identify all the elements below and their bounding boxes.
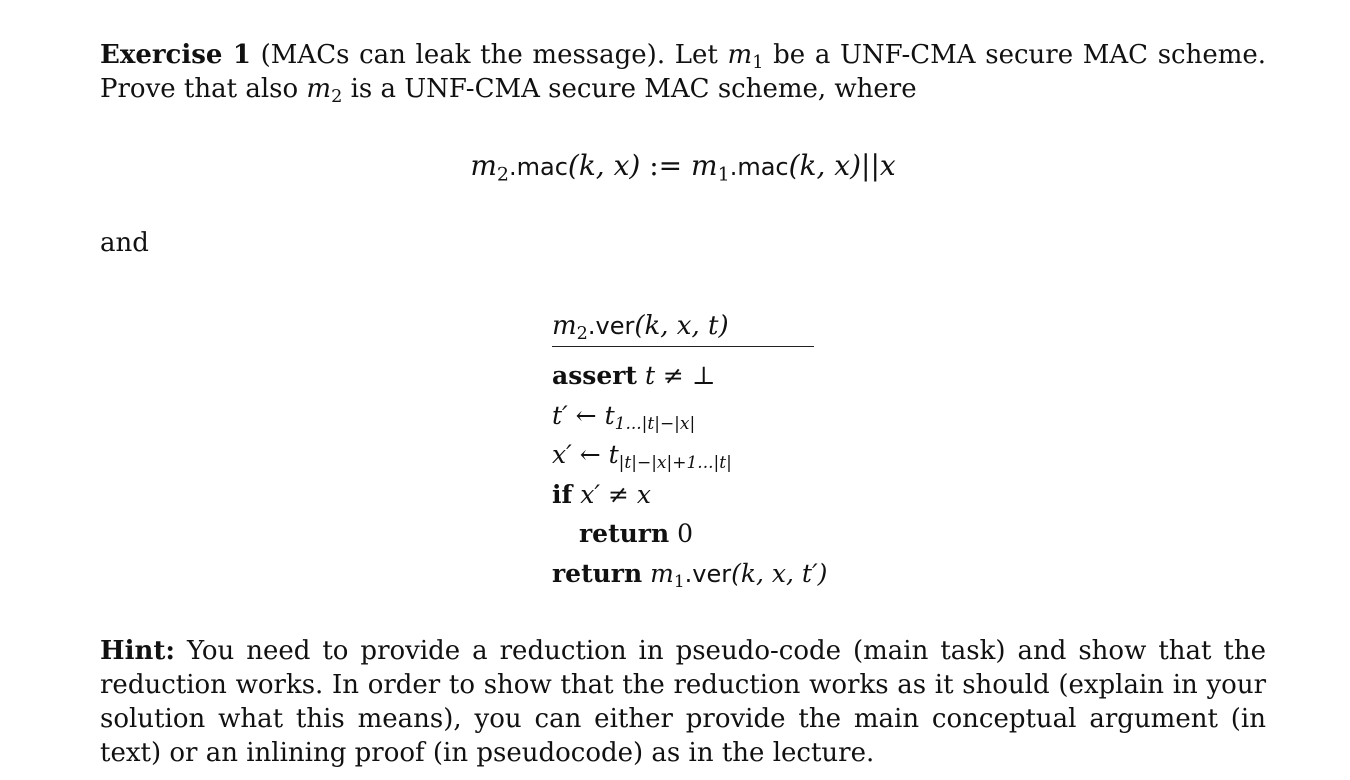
hint-paragraph — [100, 634, 1266, 770]
if-expr: x′ ≠ x — [580, 479, 651, 509]
exercise-text-3: is a UNF-CMA secure MAC scheme, where — [350, 74, 917, 104]
kw-if: if — [552, 479, 573, 509]
eq-lhs-var: m — [470, 149, 497, 182]
m1-var: m — [727, 40, 753, 70]
ver-header-sub: 2 — [576, 323, 588, 344]
code-line-return-ver — [552, 554, 828, 595]
exercise-label: Exercise 1 — [100, 40, 251, 70]
return-args: (k, x, t′) — [731, 558, 828, 588]
hint-block — [100, 634, 1266, 770]
exercise-title: (MACs can leak the message). — [260, 40, 666, 70]
exercise-page — [100, 38, 1267, 768]
hint-text: You need to provide a reduction in pseudo-code (main task) and show that the reduction works. In order to show that the reduction works as it should (explain in your solution what this means), you can either provide the main conceptual argument (in text) or an inlining proof (in pseudocode) as in the lecture. — [100, 636, 1267, 768]
eq-concat: || — [861, 149, 880, 182]
eq-rhs-fn: .mac — [729, 153, 789, 181]
eq-assign: := — [640, 149, 692, 182]
m1-sub: 1 — [752, 52, 764, 73]
eq-rhs-var: m — [691, 149, 718, 182]
m2-var: m — [306, 74, 332, 104]
eq-rhs-sub: 1 — [717, 163, 730, 186]
kw-return-inner: return — [579, 519, 670, 548]
connector-text: and — [100, 228, 149, 258]
ver-header-fn: .ver — [587, 312, 635, 340]
return-var: m — [650, 558, 674, 588]
eq-rhs-tail: x — [879, 149, 896, 182]
tprime-sub: 1...|t|−|x| — [614, 413, 696, 434]
eq-rhs-args: (k, x) — [788, 149, 862, 182]
return-fn: .ver — [684, 559, 732, 588]
code-line-xprime — [552, 435, 814, 475]
return-zero-value: 0 — [677, 519, 694, 548]
ver-algorithm-header — [552, 310, 814, 347]
eq-lhs-fn: .mac — [508, 153, 568, 181]
assert-expr: t ≠ ⊥ — [644, 361, 716, 390]
ver-header-args: (k, x, t) — [634, 311, 729, 341]
code-line-if — [552, 475, 814, 515]
return-sub: 1 — [673, 571, 685, 592]
ver-header-var: m — [552, 311, 577, 341]
xprime-sub: |t|−|x|+1...|t| — [618, 452, 732, 473]
kw-return: return — [552, 558, 643, 588]
xprime-assign: x′ ← t — [552, 440, 619, 469]
eq-lhs-sub: 2 — [496, 163, 509, 186]
hint-label: Hint: — [100, 636, 175, 666]
exercise-statement — [100, 38, 1266, 106]
eq-lhs-args: (k, x) — [567, 149, 641, 182]
mac-definition-equation — [100, 148, 1266, 185]
code-line-tprime — [552, 396, 814, 436]
code-line-assert — [552, 356, 814, 396]
ver-algorithm-box — [552, 310, 828, 594]
exercise-text-2: be a UNF-CMA secure MAC scheme. Prove that also — [100, 40, 1267, 104]
m2-sub: 2 — [331, 86, 343, 107]
ver-algorithm-body — [552, 356, 828, 594]
code-line-return-zero — [552, 514, 814, 554]
exercise-text-1: Let — [674, 40, 718, 70]
kw-assert: assert — [552, 361, 637, 390]
tprime-assign: t′ ← t — [552, 400, 615, 430]
